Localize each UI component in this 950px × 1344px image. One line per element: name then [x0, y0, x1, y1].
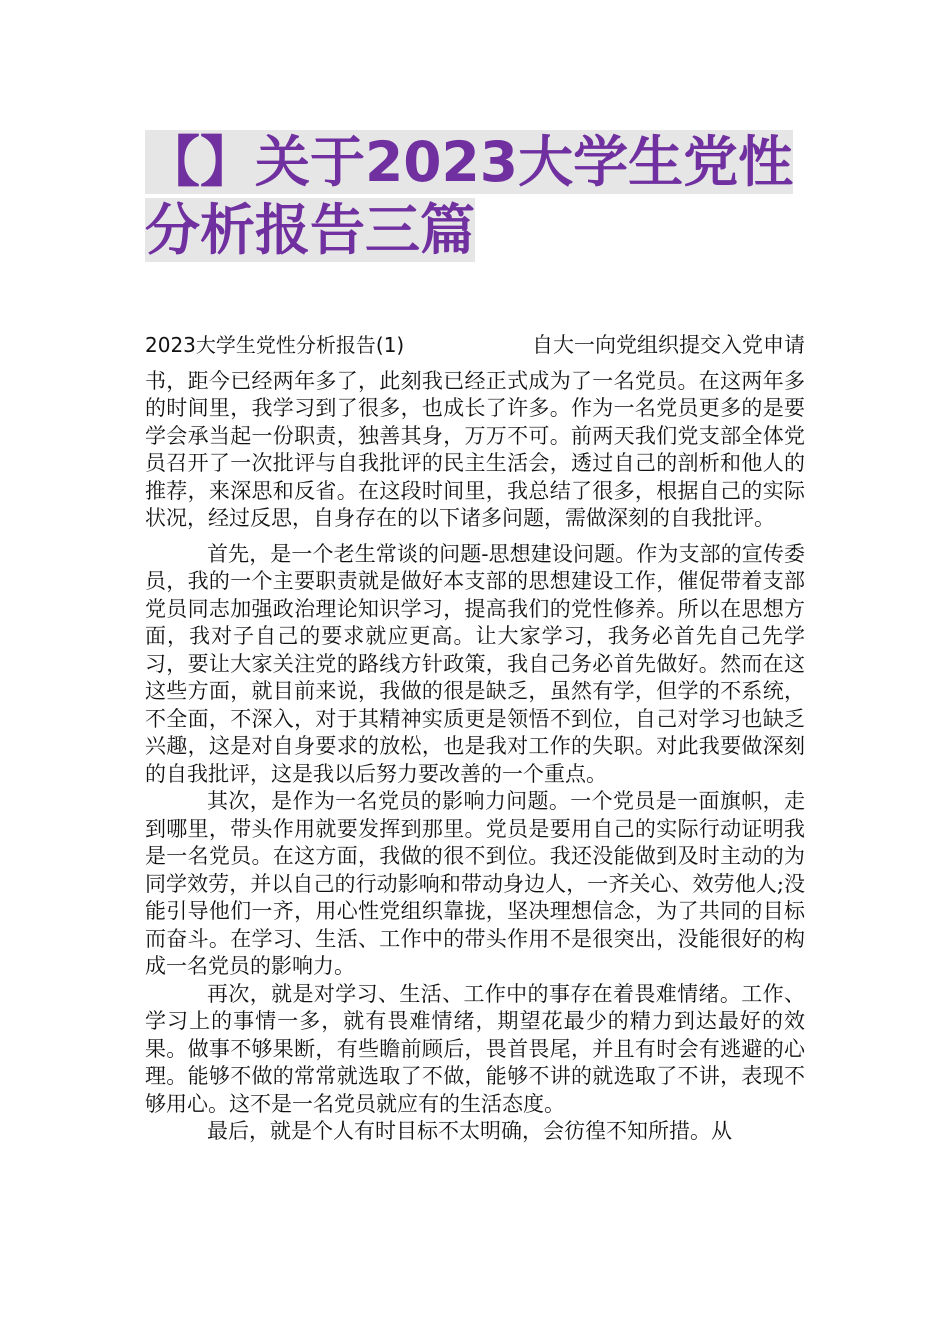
paragraph-5: 最后，就是个人有时目标不太明确，会彷徨不知所措。从: [207, 1119, 732, 1143]
title-line-1: 【】关于2023大学生党性: [145, 130, 794, 194]
title-line-2: 分析报告三篇: [145, 198, 476, 262]
section-heading: 2023大学生党性分析报告(1): [145, 333, 405, 357]
first-line: [145, 332, 805, 360]
paragraph-2: 首先，是一个老生常谈的问题-思想建设问题。作为支部的宣传委员，我的一个主要职责就是做好本支部的思想建设工作，催促带着支部党员同志加强政治理论知识学习，提高我们的党性修养。所以在思想方面，我对子自己的要求就应更高。让大家学习，我务必首先自己先学习，要让大家关注党的路线方针政策，我自己务必首先做好。然而在这这些方面，就目前来说，我做的很是缺乏，虽然有学，但学的不系统，不全面，不深入，对于其精神实质更是领悟不到位，自己对学习也缺乏兴趣，这是对自身要求的放松，也是我对工作的失职。对此我要做深刻的自我批评，这是我以后努力要改善的一个重点。: [145, 541, 805, 786]
paragraph-1: 书，距今已经两年多了，此刻我已经正式成为了一名党员。在这两年多的时间里，我学习到了很多，也成长了许多。作为一名党员更多的是要学会承当起一份职责，独善其身，万万不可。前两天我们党支部全体党员召开了一次批评与自我批评的民主生活会，透过自己的剖析和他人的推荐，来深思和反省。在这段时间里，我总结了很多，根据自己的实际状况，经过反思，自身存在的以下诸多问题，需做深刻的自我批评。: [145, 368, 805, 530]
paragraph-4: 再次，就是对学习、生活、工作中的事存在着畏难情绪。工作、学习上的事情一多，就有畏难情绪，期望花最少的精力到达最好的效果。做事不够果断，有些瞻前顾后，畏首畏尾，并且有时会有逃避的心理。能够不做的常常就选取了不做，能够不讲的就选取了不讲，表现不够用心。这不是一名党员就应有的生活态度。: [145, 981, 805, 1116]
paragraph-3: 其次，是作为一名党员的影响力问题。一个党员是一面旗帜，走到哪里，带头作用就要发挥到那里。党员是要用自己的实际行动证明我是一名党员。在这方面，我做的很不到位。我还没能做到及时主动的为同学效劳，并以自己的行动影响和带动身边人，一齐关心、效劳他人;没能引导他们一齐，用心性党组织靠拢，坚决理想信念，为了共同的目标而奋斗。在学习、生活、工作中的带头作用不是很突出，没能很好的构成一名党员的影响力。: [145, 789, 805, 978]
paragraph-1-start: 自大一向党组织提交入党申请: [532, 333, 805, 357]
document-title: [145, 130, 825, 266]
document-body: [145, 332, 805, 1146]
